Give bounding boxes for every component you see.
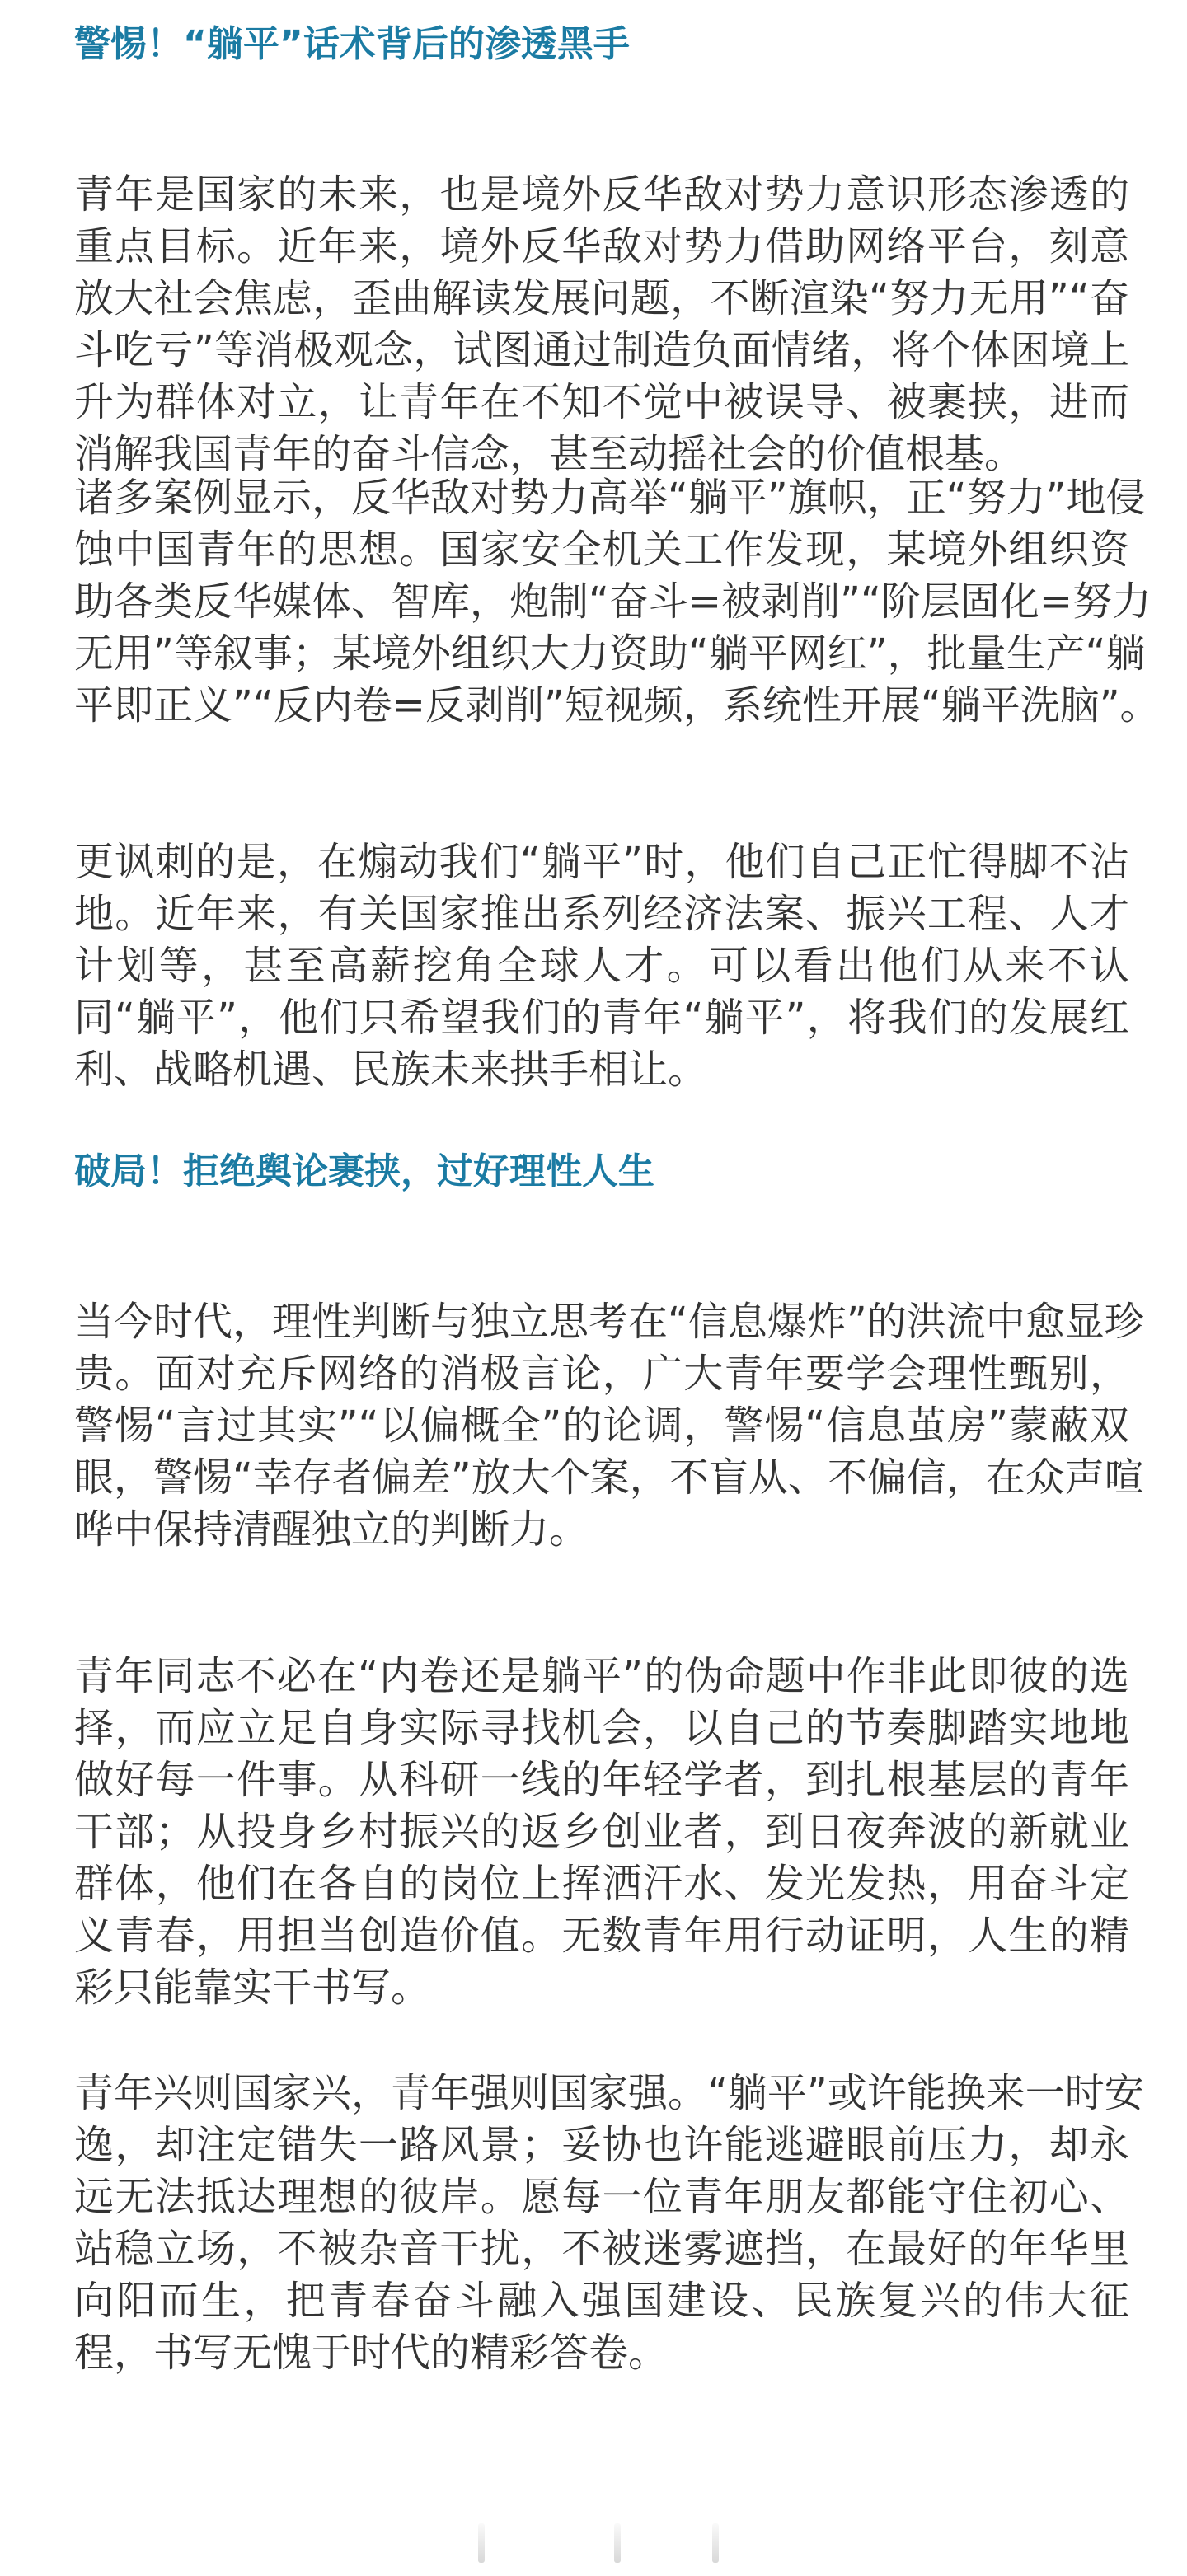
paragraph-line: 当今时代，理性判断与独立思考在“信息爆炸”的洪流中愈显珍 [74, 1299, 1144, 1345]
section-heading: 警惕！“躺平”话术背后的渗透黑手 [74, 23, 630, 65]
paragraph-line: 重点目标。近年来，境外反华敌对势力借助网络平台，刻意 [74, 223, 1129, 269]
paragraph-line: 远无法抵达理想的彼岸。愿每一位青年朋友都能守住初心、 [74, 2174, 1129, 2220]
paragraph-line: 做好每一件事。从科研一线的年轻学者，到扎根基层的青年 [74, 1757, 1129, 1803]
paragraph-line: 群体，他们在各自的岗位上挥洒汗水、发光发热，用奋斗定 [74, 1861, 1129, 1907]
paragraph-line: 利、战略机遇、民族未来拱手相让。 [74, 1047, 708, 1093]
paragraph-line: 消解我国青年的奋斗信念，甚至动摇社会的价值根基。 [74, 431, 1025, 477]
paragraph-line: 蚀中国青年的思想。国家安全机关工作发现，某境外组织资 [74, 527, 1129, 573]
paragraph-line: 助各类反华媒体、智库，炮制“奋斗=被剥削”“阶层固化=努力 [74, 578, 1152, 625]
paragraph-line: 义青春，用担当创造价值。无数青年用行动证明，人生的精 [74, 1913, 1129, 1959]
paragraph [74, 2068, 1144, 2379]
paragraph-line: 计划等，甚至高薪挖角全球人才。可以看出他们从来不认 [74, 943, 1129, 989]
paragraph-line: 青年兴则国家兴，青年强则国家强。“躺平”或许能换来一时安 [74, 2070, 1144, 2116]
paragraph [74, 836, 1129, 1096]
paragraph-line: 逸，却注定错失一路风景；妥协也许能逃避眼前压力，却永 [74, 2122, 1129, 2168]
loading-bar-decoration [614, 2523, 621, 2563]
paragraph-line: 无用”等叙事；某境外组织大力资助“躺平网红”，批量生产“躺 [74, 630, 1146, 677]
paragraph-line: 站稳立场，不被杂音干扰，不被迷雾遮挡，在最好的年华里 [74, 2226, 1129, 2272]
paragraph-line: 择，而应立足自身实际寻找机会，以自己的节奏脚踏实地地 [74, 1705, 1129, 1751]
paragraph-line: 向阳而生，把青春奋斗融入强国建设、民族复兴的伟大征 [74, 2278, 1129, 2324]
paragraph-line: 彩只能靠实干书写。 [74, 1965, 431, 2011]
paragraph-line: 放大社会焦虑，歪曲解读发展问题，不断渲染“努力无用”“奋 [74, 275, 1129, 321]
paragraph-line: 干部；从投身乡村振兴的返乡创业者，到日夜奔波的新就业 [74, 1809, 1129, 1855]
paragraph-line: 青年同志不必在“内卷还是躺平”的伪命题中作非此即彼的选 [74, 1653, 1129, 1699]
section-heading: 破局！拒绝舆论裹挟，过好理性人生 [74, 1150, 654, 1192]
loading-bar-decoration [712, 2523, 719, 2563]
paragraph [74, 169, 1129, 480]
paragraph [74, 1296, 1144, 1556]
paragraph-line: 青年是国家的未来，也是境外反华敌对势力意识形态渗透的 [74, 171, 1129, 218]
paragraph [74, 1651, 1129, 2014]
loading-bar-decoration [478, 2523, 485, 2563]
paragraph-line: 眼，警惕“幸存者偏差”放大个案，不盲从、不偏信，在众声喧 [74, 1454, 1144, 1501]
paragraph-line: 警惕“言过其实”“以偏概全”的论调，警惕“信息茧房”蒙蔽双 [74, 1403, 1129, 1449]
paragraph-line: 地。近年来，有关国家推出系列经济法案、振兴工程、人才 [74, 891, 1129, 937]
paragraph-line: 同“躺平”，他们只希望我们的青年“躺平”，将我们的发展红 [74, 995, 1129, 1041]
paragraph-line: 平即正义”“反内卷=反剥削”短视频，系统性开展“躺平洗脑”。 [74, 682, 1160, 728]
paragraph-line: 斗吃亏”等消极观念，试图通过制造负面情绪，将个体困境上 [74, 327, 1129, 373]
paragraph [74, 472, 1160, 732]
paragraph-line: 贵。面对充斥网络的消极言论，广大青年要学会理性甄别， [74, 1351, 1129, 1397]
paragraph-line: 升为群体对立，让青年在不知不觉中被误导、被裹挟，进而 [74, 379, 1129, 425]
paragraph-line: 哗中保持清醒独立的判断力。 [74, 1506, 589, 1553]
paragraph-line: 更讽刺的是，在煽动我们“躺平”时，他们自己正忙得脚不沾 [74, 839, 1129, 885]
paragraph-line: 程，书写无愧于时代的精彩答卷。 [74, 2330, 669, 2376]
paragraph-line: 诸多案例显示，反华敌对势力高举“躺平”旗帜，正“努力”地侵 [74, 475, 1146, 521]
